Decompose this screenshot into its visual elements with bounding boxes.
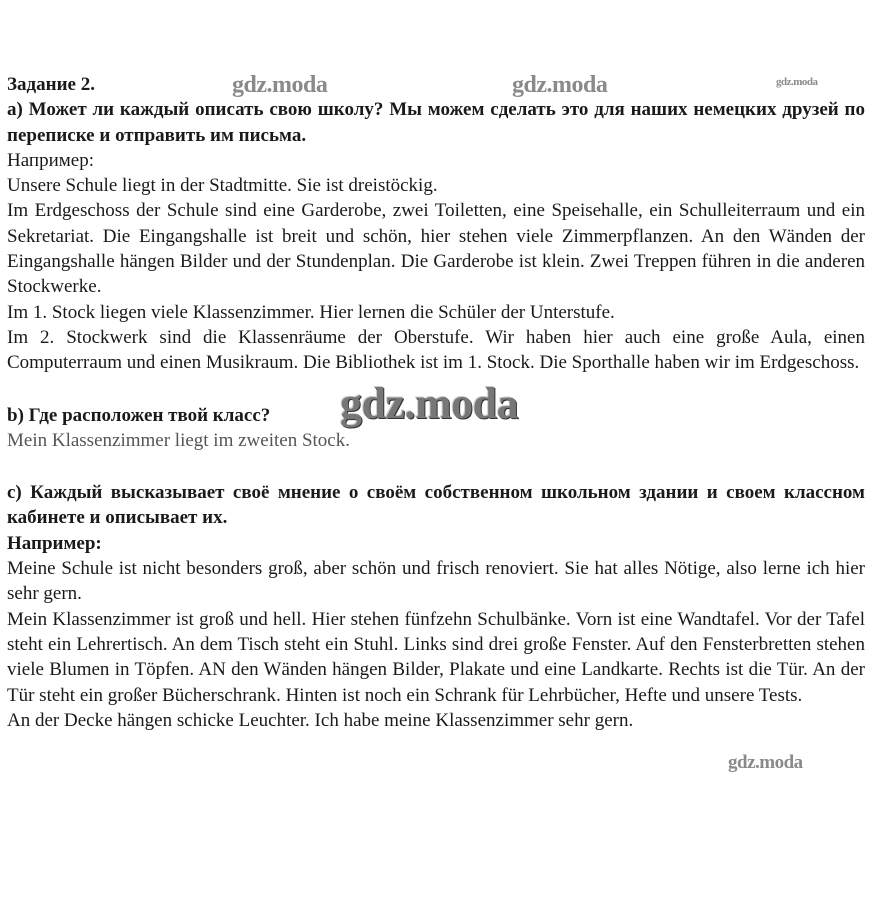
watermark-logo: gdz.moda xyxy=(512,72,608,98)
part-a-question: a) Может ли каждый описать свою школу? Мы можем сделать это для наших немецких друзей по переписке и отправить им письма. xyxy=(7,99,865,146)
part-c-paragraph: Meine Schule ist nicht besonders groß, aber schön und frisch renoviert. Sie hat alles Nötige, also lerne ich hier sehr gern. xyxy=(7,558,865,605)
part-b-question: b) Где расположен твой класс? xyxy=(7,404,271,426)
part-a-paragraph: Im 2. Stockwerk sind die Klassenräume der Oberstufe. Wir haben hier auch eine große Aula, einen Computerraum und einen Musikraum. Die Bibliothek ist im 1. Stock. Die Sporthalle haben wir im Erdgeschoss. xyxy=(7,326,865,374)
watermark-logo-large: gdz.moda xyxy=(340,379,519,428)
part-c-question: c) Каждый высказывает своё мнение о своём собственном школьном здании и своем классном кабинете и описывает их. xyxy=(7,482,865,529)
spacer xyxy=(7,453,865,480)
watermark-logo: gdz.moda xyxy=(728,752,803,773)
part-c-paragraph: Mein Klassenzimmer ist groß und hell. Hier stehen fünfzehn Schulbänke. Vorn ist eine Wandtafel. Vor der Tafel steht ein Lehrertisch. An dem Tisch steht ein Stuhl. Links sind drei große Fenster. Auf den Fensterbretten stehen viele Blumen in Töpfen. AN den Wänden hängen Bilder, Plakate und eine Landkarte. Rechts ist die Tür. An der Tür steht ein großer Bücherschrank. Hinten ist noch ein Schrank für Lehrbücher, Hefte und unsere Tests. xyxy=(7,608,865,706)
part-c-paragraph: An der Decke hängen schicke Leuchter. Ich habe meine Klassenzimmer sehr gern. xyxy=(7,709,634,731)
part-a-paragraph: Im 1. Stock liegen viele Klassenzimmer. Hier lernen die Schüler der Unterstufe. xyxy=(7,301,615,323)
task-title: Задание 2. xyxy=(7,74,95,95)
part-a-paragraph: Im Erdgeschoss der Schule sind eine Garderobe, zwei Toiletten, eine Speisehalle, ein Schulleiterraum und ein Sekretariat. Die Eingangshalle ist breit und schön, hier stehen viele Zimmerpflanzen. An den Wänden der Eingangshalle hängen Bilder und der Stundenplan. Die Garderobe ist klein. Zwei Treppen führen in die anderen Stockwerke. xyxy=(7,200,865,298)
part-b-answer: Mein Klassenzimmer liegt im zweiten Stock. xyxy=(7,429,350,451)
part-c-example-label: Например: xyxy=(7,532,102,554)
watermark-logo: gdz.moda xyxy=(776,76,818,88)
part-a-example-label: Например: xyxy=(7,149,94,171)
part-a-paragraph: Unsere Schule liegt in der Stadtmitte. Sie ist dreistöckig. xyxy=(7,175,438,197)
watermark-logo: gdz.moda xyxy=(232,72,328,98)
